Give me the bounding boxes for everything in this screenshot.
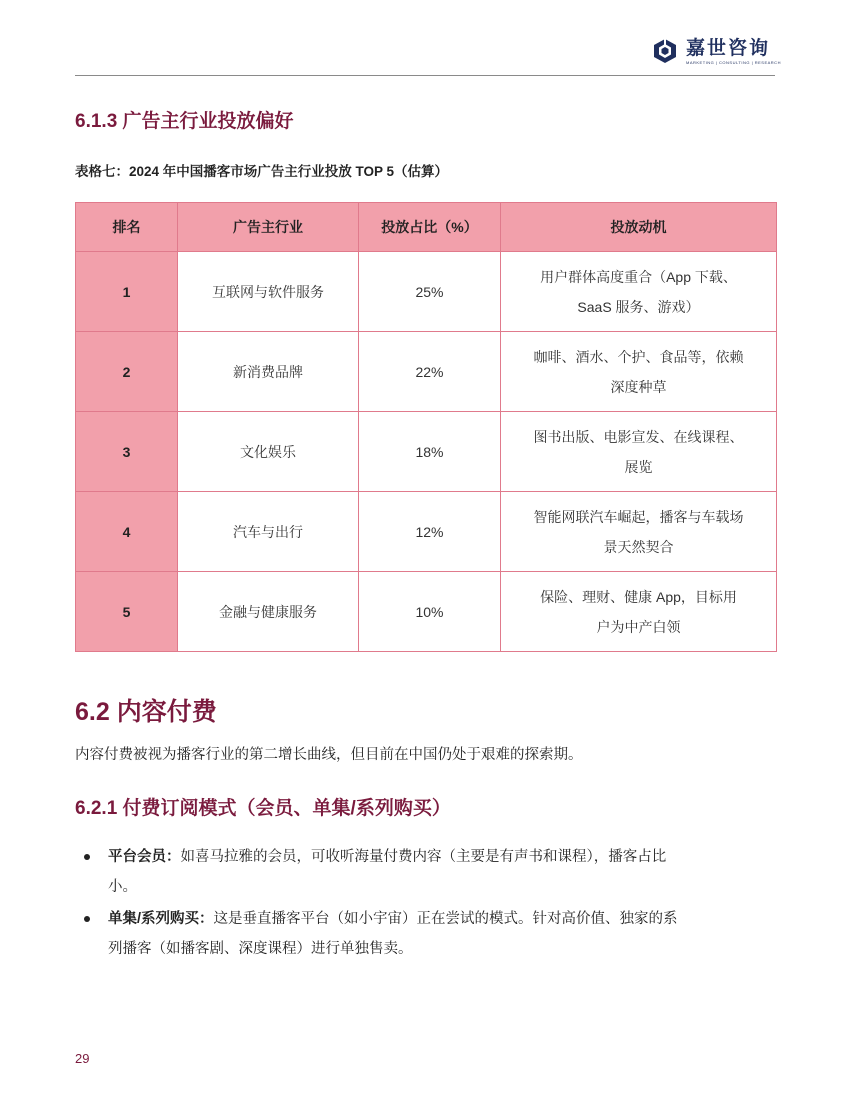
column-header-motive: 投放动机 — [501, 203, 777, 252]
section-title-6-2: 6.2 内容付费 — [75, 698, 217, 726]
bullet-text-line-2: 列播客（如播客剧、深度课程）进行单独售卖。 — [108, 941, 413, 957]
motive-cell — [501, 332, 777, 412]
list-item — [75, 842, 780, 902]
logo-mark-icon — [652, 38, 678, 64]
column-header-share: 投放占比（%） — [359, 203, 501, 252]
industry-cell: 互联网与软件服务 — [178, 252, 359, 332]
bullet-list — [75, 842, 780, 966]
motive-line-2: 景天然契合 — [603, 538, 674, 555]
rank-cell: 3 — [76, 412, 178, 492]
bullet-text-line-1: 这是垂直播客平台（如小宇宙）正在尝试的模式。针对高价值、独家的系 — [213, 911, 678, 927]
share-cell: 18% — [359, 412, 501, 492]
industry-cell: 汽车与出行 — [178, 492, 359, 572]
section-title-6-2-1: 6.2.1 付费订阅模式（会员、单集/系列购买） — [75, 798, 451, 819]
bullet-title: 平台会员： — [108, 849, 181, 865]
motive-line-2: SaaS 服务、游戏） — [577, 298, 700, 315]
rank-cell: 4 — [76, 492, 178, 572]
table-row — [76, 572, 777, 652]
motive-line-1: 智能网联汽车崛起，播客与车载场 — [533, 508, 744, 525]
table-row — [76, 252, 777, 332]
motive-line-2: 展览 — [624, 458, 653, 475]
industry-cell: 新消费品牌 — [178, 332, 359, 412]
rank-cell: 2 — [76, 332, 178, 412]
motive-line-1: 咖啡、酒水、个护、食品等，依赖 — [533, 348, 744, 365]
column-header-rank: 排名 — [76, 203, 178, 252]
section-paragraph: 内容付费被视为播客行业的第二增长曲线，但目前在中国仍处于艰难的探索期。 — [75, 747, 583, 763]
table-row — [76, 492, 777, 572]
table-caption: 表格七：2024 年中国播客市场广告主行业投放 TOP 5（估算） — [75, 164, 449, 179]
bullet-dot-icon — [84, 916, 90, 922]
column-header-industry: 广告主行业 — [178, 203, 359, 252]
motive-line-1: 图书出版、电影宣发、在线课程、 — [533, 428, 744, 445]
page-number: 29 — [75, 1051, 90, 1066]
logo-tagline: MARKETING | CONSULTING | RESEARCH — [686, 60, 781, 65]
bullet-dot-icon — [84, 854, 90, 860]
section-title-6-1-3: 6.1.3 广告主行业投放偏好 — [75, 111, 294, 132]
table-header-row — [76, 203, 777, 252]
motive-line-2: 户为中产白领 — [596, 618, 681, 635]
motive-line-1: 保险、理财、健康 App，目标用 — [540, 588, 737, 605]
logo-name: 嘉世咨询 — [686, 38, 771, 59]
motive-cell — [501, 252, 777, 332]
list-item — [75, 904, 780, 964]
motive-cell — [501, 492, 777, 572]
bullet-text-line-2: 小。 — [108, 879, 137, 895]
motive-line-2: 深度种草 — [610, 378, 667, 395]
advertiser-industry-table — [75, 202, 777, 652]
motive-cell — [501, 412, 777, 492]
motive-line-1: 用户群体高度重合（App 下载、 — [540, 268, 737, 285]
brand-logo — [652, 38, 781, 66]
share-cell: 25% — [359, 252, 501, 332]
bullet-text-line-1: 如喜马拉雅的会员，可收听海量付费内容（主要是有声书和课程），播客占比 — [180, 849, 667, 865]
table-row — [76, 412, 777, 492]
bullet-title: 单集/系列购买： — [108, 911, 214, 927]
share-cell: 10% — [359, 572, 501, 652]
rank-cell: 5 — [76, 572, 178, 652]
industry-cell: 文化娱乐 — [178, 412, 359, 492]
header-divider — [75, 75, 775, 76]
rank-cell: 1 — [76, 252, 178, 332]
table-row — [76, 332, 777, 412]
share-cell: 22% — [359, 332, 501, 412]
motive-cell — [501, 572, 777, 652]
industry-cell: 金融与健康服务 — [178, 572, 359, 652]
share-cell: 12% — [359, 492, 501, 572]
